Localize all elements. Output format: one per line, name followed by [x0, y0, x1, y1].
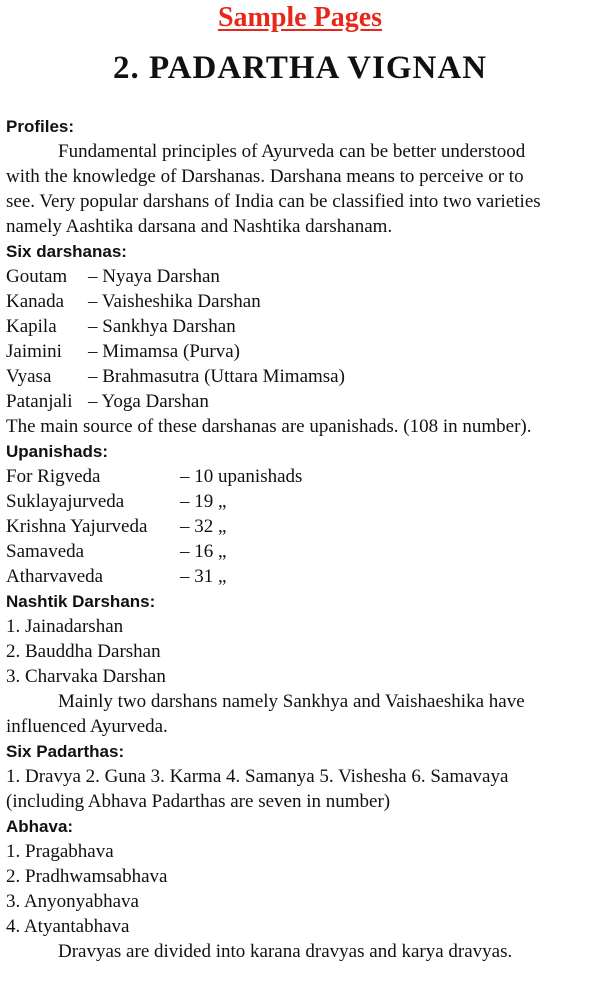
upanishad-veda: Suklayajurveda	[6, 491, 125, 512]
nashtik-heading: Nashtik Darshans:	[6, 592, 156, 611]
nashtik-line: influenced Ayurveda.	[6, 716, 168, 737]
darshana-row	[6, 264, 596, 289]
sample-pages-banner: Sample Pages	[217, 2, 383, 33]
darshanas-list	[6, 264, 596, 414]
upanishad-row	[6, 564, 596, 589]
profiles-line: namely Aashtika darsana and Nashtika darshanam.	[6, 216, 393, 237]
upanishad-veda: For Rigveda	[6, 466, 101, 487]
upanishad-count: – 10 upanishads	[180, 466, 303, 487]
abhava-item: 2. Pradhwamsabhava	[6, 866, 168, 887]
abhava-heading: Abhava:	[6, 817, 74, 836]
darshana-sage: Goutam	[6, 266, 68, 287]
upanishad-row	[6, 514, 596, 539]
upanishad-count: – 19 „	[180, 491, 227, 512]
upanishad-count: – 16 „	[180, 541, 227, 562]
nashtik-item: 2. Bauddha Darshan	[6, 641, 161, 662]
upanishad-count: – 32 „	[180, 516, 227, 537]
profiles-paragraph	[6, 139, 596, 239]
upanishad-veda: Atharvaveda	[6, 566, 104, 587]
darshana-name: – Yoga Darshan	[88, 391, 209, 412]
upanishads-list	[6, 464, 596, 589]
padarthas-line: 1. Dravya 2. Guna 3. Karma 4. Samanya 5. Vishesha 6. Samavaya	[6, 766, 509, 787]
darshana-name: – Nyaya Darshan	[88, 266, 220, 287]
darshana-name: – Brahmasutra (Uttara Mimamsa)	[88, 366, 345, 387]
darshana-row	[6, 314, 596, 339]
chapter-title: 2. PADARTHA VIGNAN	[112, 50, 488, 86]
darshana-sage: Vyasa	[6, 366, 52, 387]
upanishad-veda: Samaveda	[6, 541, 85, 562]
nashtik-paragraph	[6, 689, 596, 739]
profiles-heading: Profiles:	[6, 117, 75, 136]
darshana-sage: Kanada	[6, 291, 65, 312]
darshanas-note: The main source of these darshanas are upanishads. (108 in number).	[6, 416, 532, 437]
nashtik-item: 1. Jainadarshan	[6, 616, 124, 637]
profiles-line: Fundamental principles of Ayurveda can be better understood	[58, 141, 526, 162]
upanishad-veda: Krishna Yajurveda	[6, 516, 148, 537]
darshana-name: – Sankhya Darshan	[88, 316, 236, 337]
darshana-sage: Jaimini	[6, 341, 62, 362]
abhava-closing: Dravyas are divided into karana dravyas and karya dravyas.	[58, 941, 513, 962]
abhava-item: 1. Pragabhava	[6, 841, 114, 862]
nashtik-line: Mainly two darshans namely Sankhya and Vaishaeshika have	[58, 691, 525, 712]
nashtik-item: 3. Charvaka Darshan	[6, 666, 166, 687]
upanishad-row	[6, 489, 596, 514]
document-body	[6, 114, 596, 964]
upanishads-heading: Upanishads:	[6, 442, 109, 461]
upanishad-count: – 31 „	[180, 566, 227, 587]
profiles-line: see. Very popular darshans of India can be classified into two varieties	[6, 191, 541, 212]
abhava-item: 4. Atyantabhava	[6, 916, 130, 937]
darshana-row	[6, 389, 596, 414]
darshana-row	[6, 339, 596, 364]
darshana-name: – Mimamsa (Purva)	[88, 341, 240, 362]
darshana-row	[6, 364, 596, 389]
upanishad-row	[6, 539, 596, 564]
profiles-line: with the knowledge of Darshanas. Darshana means to perceive or to	[6, 166, 524, 187]
darshana-row	[6, 289, 596, 314]
darshana-sage: Kapila	[6, 316, 57, 337]
darshana-name: – Vaisheshika Darshan	[88, 291, 261, 312]
padarthas-line: (including Abhava Padarthas are seven in number)	[6, 791, 391, 812]
six-darshanas-heading: Six darshanas:	[6, 242, 127, 261]
abhava-item: 3. Anyonyabhava	[6, 891, 139, 912]
darshana-sage: Patanjali	[6, 391, 73, 412]
upanishad-row	[6, 464, 596, 489]
padarthas-heading: Six Padarthas:	[6, 742, 125, 761]
